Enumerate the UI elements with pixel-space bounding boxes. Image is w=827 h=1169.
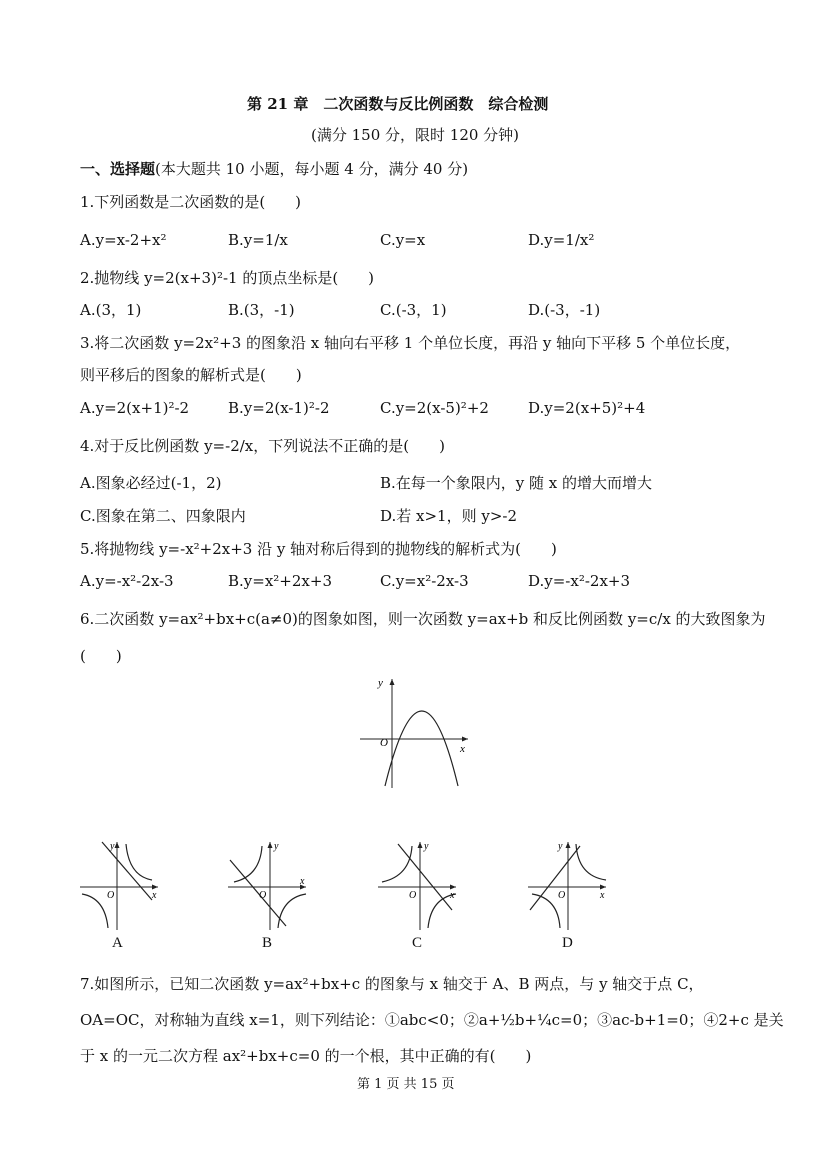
graph-c-x-label: x xyxy=(450,890,455,901)
q3-option-c: C.y=2(x-5)²+2 xyxy=(380,399,489,417)
graph-c-origin: O xyxy=(409,890,417,901)
question-7-stem: 7.如图所示，已知二次函数 y=ax²+bx+c 的图象与 x 轴交于 A、B 两点，与 y 轴交于点 C， xyxy=(80,975,704,993)
q5-option-d: D.y=-x²-2x+3 xyxy=(528,572,631,590)
question-3-stem-cont: 则平移后的图象的解析式是( ) xyxy=(80,366,302,384)
q2-option-d: D.(-3，-1) xyxy=(528,301,601,319)
q4-option-c: C.图象在第二、四象限内 xyxy=(80,507,246,525)
graph-b-x-label: x xyxy=(300,876,305,887)
q5-option-b: B.y=x²+2x+3 xyxy=(228,572,332,590)
option-graph-a xyxy=(80,840,162,930)
x-axis-label: x xyxy=(460,743,465,755)
graph-c-y-label: y xyxy=(424,841,429,852)
q1-option-c: C.y=x xyxy=(380,231,426,249)
y-axis-label: y xyxy=(378,677,383,689)
graph-d-y-label: y xyxy=(558,841,563,852)
q3-option-b: B.y=2(x-1)²-2 xyxy=(228,399,330,417)
graph-a-origin: O xyxy=(107,890,115,901)
section-header xyxy=(80,159,468,179)
graph-a-y-label: y xyxy=(110,841,115,852)
question-7-stem-cont2: 于 x 的一元二次方程 ax²+bx+c=0 的一个根，其中正确的有( ) xyxy=(80,1047,532,1065)
option-graph-c xyxy=(378,840,460,930)
graph-d-x-label: x xyxy=(600,890,605,901)
page-subtitle: (满分 150 分，限时 120 分钟) xyxy=(311,126,520,144)
question-4-stem: 4.对于反比例函数 y=-2/x，下列说法不正确的是( ) xyxy=(80,437,445,455)
question-5-stem: 5.将抛物线 y=-x²+2x+3 沿 y 轴对称后得到的抛物线的解析式为( ) xyxy=(80,540,557,558)
origin-label: O xyxy=(380,737,388,749)
graph-label-c: C xyxy=(412,935,423,951)
graph-label-d: D xyxy=(562,935,573,951)
q4-option-d: D.若 x>1，则 y>-2 xyxy=(380,507,518,525)
q2-option-b: B.(3，-1) xyxy=(228,301,295,319)
page-footer: 第 1 页 共 15 页 xyxy=(357,1077,455,1092)
graph-b-y-label: y xyxy=(274,841,279,852)
parabola-figure xyxy=(360,676,472,788)
graph-label-b: B xyxy=(262,935,273,951)
section-heading: 一、选择题 xyxy=(80,160,156,178)
q3-option-d: D.y=2(x+5)²+4 xyxy=(528,399,646,417)
q3-option-a: A.y=2(x+1)²-2 xyxy=(80,399,190,417)
question-7-stem-cont: OA=OC，对称轴为直线 x=1，则下列结论：①abc<0；②a+½b+¼c=0；③ac-b+1=0；④2+c 是关 xyxy=(80,1011,784,1029)
question-3-stem: 3.将二次函数 y=2x²+3 的图象沿 x 轴向右平移 1 个单位长度，再沿 y 轴向下平移 5 个单位长度， xyxy=(80,334,741,352)
q2-option-a: A.(3，1) xyxy=(80,301,142,319)
q1-option-a: A.y=x-2+x² xyxy=(80,231,167,249)
question-6-stem-cont: ( ) xyxy=(80,647,122,665)
q5-option-c: C.y=x²-2x-3 xyxy=(380,572,469,590)
graph-label-a: A xyxy=(112,935,123,951)
graph-a-x-label: x xyxy=(152,890,157,901)
option-graph-b xyxy=(228,840,310,930)
q4-option-b: B.在每一个象限内，y 随 x 的增大而增大 xyxy=(380,474,653,492)
question-6-stem: 6.二次函数 y=ax²+bx+c(a≠0)的图象如图，则一次函数 y=ax+b 和反比例函数 y=c/x 的大致图象为 xyxy=(80,610,766,628)
q1-option-d: D.y=1/x² xyxy=(528,231,595,249)
graph-d-origin: O xyxy=(558,890,566,901)
question-1-stem: 1.下列函数是二次函数的是( ) xyxy=(80,193,302,211)
option-graph-d xyxy=(528,840,610,930)
q2-option-c: C.(-3，1) xyxy=(380,301,447,319)
q4-option-a: A.图象必经过(-1，2) xyxy=(80,474,222,492)
graph-b-origin: O xyxy=(259,890,267,901)
page-title: 第 21 章 二次函数与反比例函数 综合检测 xyxy=(247,95,549,113)
section-note: (本大题共 10 小题，每小题 4 分，满分 40 分) xyxy=(155,160,469,178)
q5-option-a: A.y=-x²-2x-3 xyxy=(80,572,174,590)
q1-option-b: B.y=1/x xyxy=(228,231,288,249)
question-2-stem: 2.抛物线 y=2(x+3)²-1 的顶点坐标是( ) xyxy=(80,269,375,287)
